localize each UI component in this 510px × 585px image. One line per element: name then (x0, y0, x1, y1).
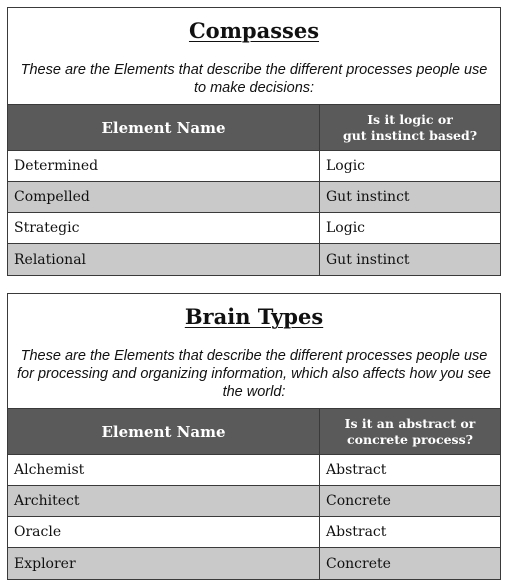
element-type: Logic (326, 220, 366, 236)
table-row (8, 486, 500, 517)
element-type: Abstract (326, 462, 387, 478)
table-row (8, 517, 500, 548)
table-row (8, 455, 500, 486)
brain-types-body (8, 455, 500, 579)
element-type: Concrete (326, 555, 391, 572)
element-name: Alchemist (8, 455, 320, 485)
table-row (8, 213, 500, 244)
brain-types-table (7, 293, 501, 580)
compasses-header-type-line2: gut instinct based? (342, 127, 478, 143)
brain-types-heading (8, 294, 500, 409)
table-row (8, 151, 500, 182)
brain-types-header-row (8, 409, 500, 455)
compasses-heading (8, 8, 500, 105)
compasses-header-name: Element Name (8, 105, 320, 150)
compasses-header-type (320, 105, 500, 150)
brain-types-header-type-line1: Is it an abstract or (344, 415, 476, 431)
compasses-table (7, 7, 501, 276)
compasses-header-type-line1: Is it logic or (367, 111, 453, 127)
element-name: Compelled (8, 182, 320, 212)
element-type: Abstract (326, 524, 387, 540)
element-name: Architect (8, 486, 320, 516)
brain-types-header-type-line2: concrete process? (347, 431, 473, 447)
table-row (8, 548, 500, 579)
compasses-body (8, 151, 500, 275)
element-name: Oracle (8, 517, 320, 547)
compasses-header-row (8, 105, 500, 151)
element-type: Concrete (326, 493, 391, 509)
compasses-title: Compasses (188, 18, 320, 43)
table-row (8, 244, 500, 275)
element-name: Relational (8, 244, 320, 275)
compasses-description: These are the Elements that describe the different processes people use to make decisions: (20, 62, 488, 96)
brain-types-title: Brain Types (184, 304, 324, 329)
brain-types-description: These are the Elements that describe the different processes people use for processing and organizing information, which also affects how you see the world: (17, 348, 491, 400)
element-type: Gut instinct (326, 251, 410, 268)
element-type: Logic (326, 158, 366, 174)
element-name: Determined (8, 151, 320, 181)
element-type: Gut instinct (326, 189, 410, 205)
element-name: Strategic (8, 213, 320, 243)
brain-types-header-name: Element Name (8, 409, 320, 454)
element-name: Explorer (8, 548, 320, 579)
table-row (8, 182, 500, 213)
brain-types-header-type (320, 409, 500, 454)
